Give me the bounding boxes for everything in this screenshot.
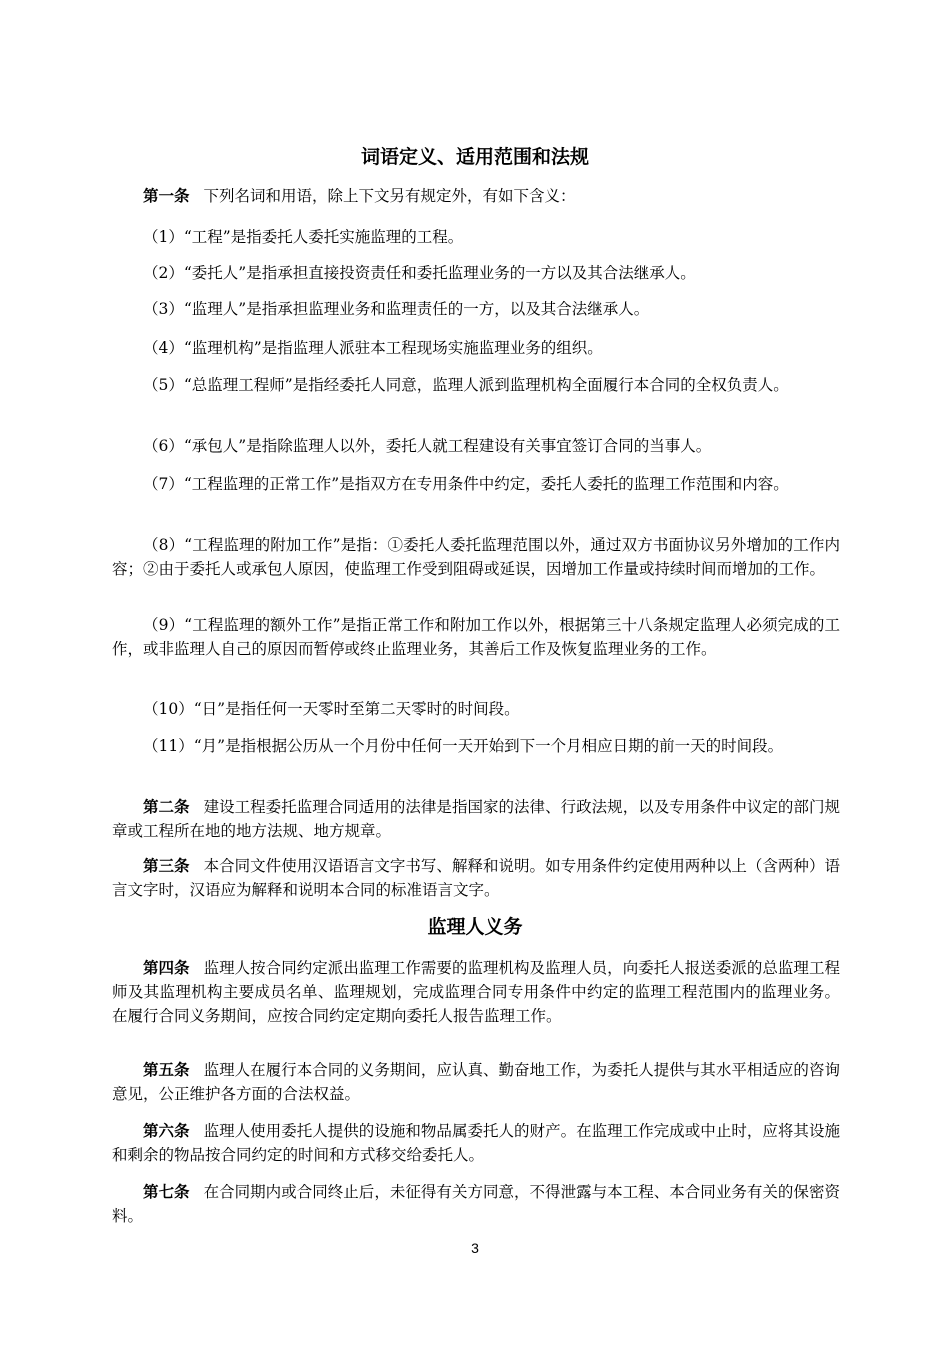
definition-item: （11）“月”是指根据公历从一个月份中任何一天开始到下一个月相应日期的前一天的时间段。 [143, 737, 784, 755]
article-5: 第五条 监理人在履行本合同的义务期间，应认真、勤奋地工作，为委托人提供与其水平相适应的咨询意见，公正维护各方面的合法权益。 [112, 1061, 840, 1103]
article-label: 第三条 [143, 857, 190, 875]
definition-item: （6）“承包人”是指除监理人以外，委托人就工程建设有关事宜签订合同的当事人。 [143, 437, 712, 455]
article-label: 第七条 [143, 1183, 190, 1201]
definition-item: （1）“工程”是指委托人委托实施监理的工程。 [143, 228, 464, 246]
article-6: 第六条 监理人使用委托人提供的设施和物品属委托人的财产。在监理工作完成或中止时，应将其设施和剩余的物品按合同约定的时间和方式移交给委托人。 [112, 1122, 840, 1164]
definition-item: （3）“监理人”是指承担监理业务和监理责任的一方，以及其合法继承人。 [143, 300, 650, 318]
article-1: 第一条 下列名词和用语，除上下文另有规定外，有如下含义： [143, 187, 576, 205]
article-label: 第六条 [143, 1122, 190, 1140]
article-label: 第一条 [143, 187, 190, 205]
section-heading-supervisor-obligations: 监理人义务 [427, 916, 523, 938]
definition-item: （4）“监理机构”是指监理人派驻本工程现场实施监理业务的组织。 [143, 339, 603, 357]
page-number: 3 [471, 1240, 479, 1256]
article-7: 第七条 在合同期内或合同终止后，未征得有关方同意，不得泄露与本工程、本合同业务有关的保密资料。 [112, 1183, 840, 1225]
article-3: 第三条 本合同文件使用汉语语言文字书写、解释和说明。如专用条件约定使用两种以上（含两种）语言文字时，汉语应为解释和说明本合同的标准语言文字。 [112, 857, 840, 899]
definition-item: （8）“工程监理的附加工作”是指：①委托人委托监理范围以外，通过双方书面协议另外增加的工作内容；②由于委托人或承包人原因，使监理工作受到阻碍或延误，因增加工作量或持续时间而增加的工作。 [112, 536, 840, 578]
definition-item: （9）“工程监理的额外工作”是指正常工作和附加工作以外，根据第三十八条规定监理人必须完成的工作，或非监理人自己的原因而暂停或终止监理业务，其善后工作及恢复监理业务的工作。 [112, 616, 840, 658]
article-label: 第五条 [143, 1061, 190, 1079]
definition-item: （2）“委托人”是指承担直接投资责任和委托监理业务的一方以及其合法继承人。 [143, 264, 696, 282]
article-2: 第二条 建设工程委托监理合同适用的法律是指国家的法律、行政法规，以及专用条件中议定的部门规章或工程所在地的地方法规、地方规章。 [112, 798, 840, 840]
definition-item: （10）“日”是指任何一天零时至第二天零时的时间段。 [143, 700, 520, 718]
article-4: 第四条 监理人按合同约定派出监理工作需要的监理机构及监理人员，向委托人报送委派的总监理工程师及其监理机构主要成员名单、监理规划，完成监理合同专用条件中约定的监理工程范围内的监理业务。在履行合同义务期间，应按合同约定定期向委托人报告监理工作。 [112, 959, 840, 1025]
article-label: 第二条 [143, 798, 190, 816]
definition-item: （7）“工程监理的正常工作”是指双方在专用条件中约定，委托人委托的监理工作范围和内容。 [143, 475, 789, 493]
definition-item: （5）“总监理工程师”是指经委托人同意，监理人派到监理机构全面履行本合同的全权负责人。 [143, 376, 789, 394]
article-label: 第四条 [143, 959, 190, 977]
section-heading-definitions: 词语定义、适用范围和法规 [360, 146, 589, 168]
